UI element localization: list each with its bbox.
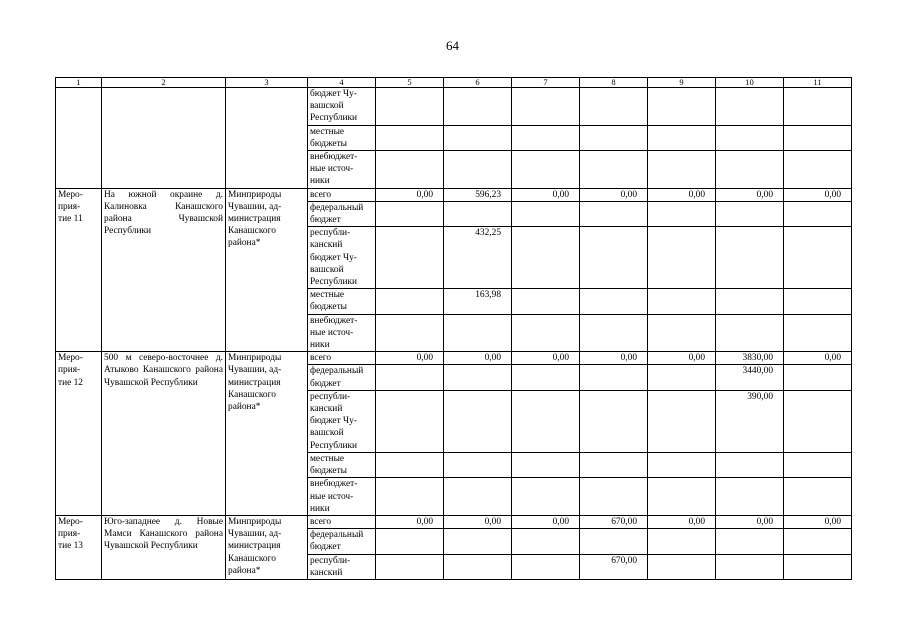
value-cell — [580, 227, 648, 289]
table-cell — [784, 88, 852, 126]
value-cell — [376, 227, 444, 289]
measure-label: Меро- прия- тие 12 — [56, 352, 102, 516]
value-cell — [444, 201, 512, 226]
table-cell — [512, 125, 580, 150]
table-cell — [512, 88, 580, 126]
value-cell: 0,00 — [648, 515, 716, 528]
value-cell — [716, 529, 784, 554]
value-cell — [444, 390, 512, 452]
table-cell — [648, 151, 716, 189]
value-cell: 432,25 — [444, 227, 512, 289]
value-cell — [784, 289, 852, 314]
value-cell — [716, 452, 784, 477]
value-cell — [716, 289, 784, 314]
column-header: 6 — [444, 78, 512, 88]
table-cell — [580, 88, 648, 126]
value-cell: 0,00 — [784, 188, 852, 201]
measure-label — [56, 88, 102, 189]
funding-source: внебюджет- ные источ- ники — [308, 314, 376, 352]
value-cell — [648, 452, 716, 477]
value-cell: 0,00 — [444, 352, 512, 365]
value-cell: 0,00 — [716, 188, 784, 201]
value-cell — [444, 554, 512, 579]
value-cell: 0,00 — [648, 188, 716, 201]
column-header: 4 — [308, 78, 376, 88]
value-cell: 3440,00 — [716, 365, 784, 390]
value-cell — [376, 390, 444, 452]
value-cell: 670,00 — [580, 554, 648, 579]
table-cell — [716, 151, 784, 189]
value-cell: 3830,00 — [716, 352, 784, 365]
value-cell: 0,00 — [376, 352, 444, 365]
value-cell — [376, 529, 444, 554]
measure-location: 500 м северо-восточнее д. Атыково Канашского района Чувашской Республики — [102, 352, 226, 516]
value-cell — [512, 201, 580, 226]
table-row — [56, 188, 852, 201]
value-cell: 0,00 — [580, 188, 648, 201]
funding-source: внебюджет- ные источ- ники — [308, 151, 376, 189]
funding-source: всего — [308, 515, 376, 528]
page-number: 64 — [446, 38, 459, 53]
value-cell: 0,00 — [784, 352, 852, 365]
value-cell — [512, 529, 580, 554]
table-cell — [580, 125, 648, 150]
budget-table — [55, 77, 852, 580]
value-cell — [376, 314, 444, 352]
column-header: 1 — [56, 78, 102, 88]
value-cell — [512, 227, 580, 289]
value-cell: 0,00 — [512, 515, 580, 528]
value-cell — [580, 289, 648, 314]
value-cell: 0,00 — [512, 352, 580, 365]
value-cell — [444, 365, 512, 390]
value-cell — [512, 478, 580, 516]
value-cell — [512, 390, 580, 452]
value-cell — [512, 554, 580, 579]
value-cell — [716, 201, 784, 226]
funding-source: республи- канский бюджет Чу- вашской Республики — [308, 390, 376, 452]
value-cell — [444, 452, 512, 477]
value-cell: 670,00 — [580, 515, 648, 528]
responsible-party: Минприроды Чувашии, ад- министрация Канашского района* — [226, 352, 308, 516]
value-cell — [376, 452, 444, 477]
funding-source: внебюджет- ные источ- ники — [308, 478, 376, 516]
value-cell — [716, 554, 784, 579]
table-cell — [784, 125, 852, 150]
value-cell — [784, 452, 852, 477]
value-cell — [648, 365, 716, 390]
funding-source: местные бюджеты — [308, 452, 376, 477]
value-cell — [580, 478, 648, 516]
table-cell — [716, 88, 784, 126]
value-cell — [648, 529, 716, 554]
value-cell — [784, 201, 852, 226]
value-cell: 0,00 — [648, 352, 716, 365]
funding-source: федеральный бюджет — [308, 529, 376, 554]
table-cell — [376, 151, 444, 189]
measure-location: На южной окраине д. Калиновка Канашского района Чувашской Республики — [102, 188, 226, 352]
column-header: 2 — [102, 78, 226, 88]
table-cell — [784, 151, 852, 189]
measure-label: Меро- прия- тие 13 — [56, 515, 102, 579]
funding-source: федеральный бюджет — [308, 201, 376, 226]
value-cell — [512, 452, 580, 477]
funding-source: местные бюджеты — [308, 289, 376, 314]
value-cell — [376, 201, 444, 226]
column-header: 10 — [716, 78, 784, 88]
responsible-party — [226, 88, 308, 189]
table-cell — [580, 151, 648, 189]
value-cell — [376, 365, 444, 390]
value-cell — [376, 478, 444, 516]
column-header: 8 — [580, 78, 648, 88]
value-cell — [648, 227, 716, 289]
value-cell: 0,00 — [784, 515, 852, 528]
column-header: 7 — [512, 78, 580, 88]
value-cell — [648, 554, 716, 579]
value-cell — [648, 289, 716, 314]
value-cell — [648, 478, 716, 516]
funding-source: всего — [308, 352, 376, 365]
value-cell — [648, 314, 716, 352]
value-cell: 390,00 — [716, 390, 784, 452]
value-cell — [784, 529, 852, 554]
value-cell — [648, 390, 716, 452]
value-cell — [580, 201, 648, 226]
value-cell — [512, 289, 580, 314]
table-cell — [512, 151, 580, 189]
value-cell — [784, 227, 852, 289]
value-cell — [580, 365, 648, 390]
funding-source: республи- канский бюджет Чу- вашской Республики — [308, 227, 376, 289]
table-row — [56, 88, 852, 126]
value-cell — [512, 365, 580, 390]
value-cell — [784, 554, 852, 579]
value-cell: 596,23 — [444, 188, 512, 201]
table-cell — [376, 125, 444, 150]
table-row — [56, 515, 852, 528]
value-cell: 0,00 — [444, 515, 512, 528]
column-header: 5 — [376, 78, 444, 88]
table-cell — [444, 151, 512, 189]
value-cell — [444, 314, 512, 352]
value-cell: 163,98 — [444, 289, 512, 314]
value-cell — [444, 529, 512, 554]
column-header: 3 — [226, 78, 308, 88]
value-cell — [784, 390, 852, 452]
value-cell — [444, 478, 512, 516]
table-cell — [376, 88, 444, 126]
value-cell — [648, 201, 716, 226]
header-row — [56, 78, 852, 88]
value-cell — [376, 554, 444, 579]
value-cell: 0,00 — [376, 515, 444, 528]
value-cell — [580, 314, 648, 352]
value-cell — [716, 227, 784, 289]
table-cell — [648, 125, 716, 150]
table-cell — [444, 125, 512, 150]
table-cell — [444, 88, 512, 126]
value-cell: 0,00 — [716, 515, 784, 528]
value-cell — [512, 314, 580, 352]
funding-source: республи- канский — [308, 554, 376, 579]
value-cell: 0,00 — [376, 188, 444, 201]
funding-source: федеральный бюджет — [308, 365, 376, 390]
value-cell — [580, 452, 648, 477]
measure-label: Меро- прия- тие 11 — [56, 188, 102, 352]
column-header: 9 — [648, 78, 716, 88]
value-cell — [716, 478, 784, 516]
value-cell — [716, 314, 784, 352]
table-cell — [648, 88, 716, 126]
funding-source: всего — [308, 188, 376, 201]
value-cell — [784, 478, 852, 516]
value-cell — [580, 390, 648, 452]
value-cell — [580, 529, 648, 554]
value-cell — [784, 365, 852, 390]
column-header: 11 — [784, 78, 852, 88]
funding-source: местные бюджеты — [308, 125, 376, 150]
table-row — [56, 352, 852, 365]
value-cell: 0,00 — [512, 188, 580, 201]
value-cell: 0,00 — [580, 352, 648, 365]
measure-location — [102, 88, 226, 189]
value-cell — [784, 314, 852, 352]
responsible-party: Минприроды Чувашии, ад- министрация Канашского района* — [226, 515, 308, 579]
responsible-party: Минприроды Чувашии, ад- министрация Канашского района* — [226, 188, 308, 352]
measure-location: Юго-западнее д. Новые Мамси Канашского района Чувашской Республики — [102, 515, 226, 579]
value-cell — [376, 289, 444, 314]
table-cell — [716, 125, 784, 150]
funding-source: бюджет Чу- вашской Республики — [308, 88, 376, 126]
